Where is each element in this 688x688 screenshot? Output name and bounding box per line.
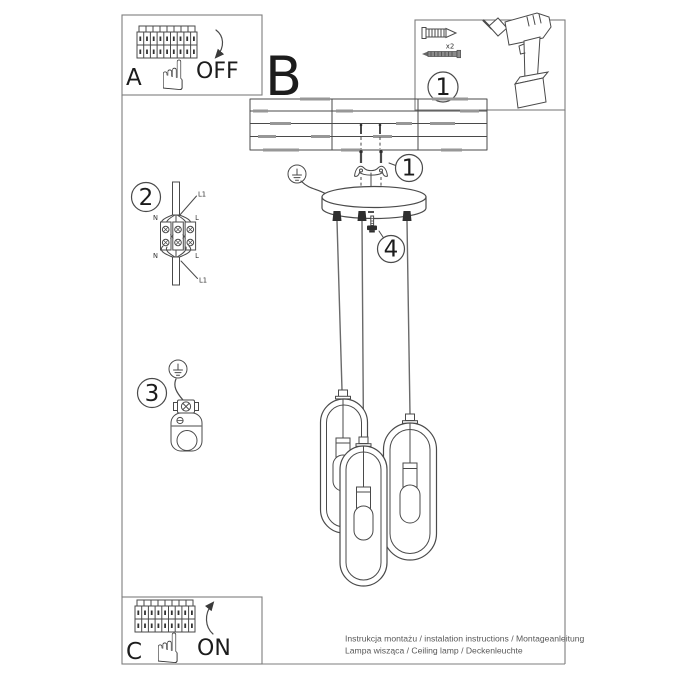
label-n-bottom: N bbox=[153, 252, 158, 260]
pendant-right bbox=[384, 414, 437, 560]
pointing-hand-icon: ☝ bbox=[160, 51, 186, 100]
on-label: ON bbox=[197, 636, 231, 661]
off-label: OFF bbox=[196, 59, 239, 84]
arrow-up-icon bbox=[206, 604, 213, 634]
pendant-middle bbox=[340, 437, 387, 586]
grounding-step bbox=[138, 360, 203, 451]
wiring-step bbox=[132, 182, 208, 285]
terminal-block bbox=[161, 222, 196, 250]
pendant-shades bbox=[321, 390, 437, 586]
bracket-step-number: 1 bbox=[401, 155, 417, 182]
canopy-screw-step bbox=[367, 216, 405, 263]
cable-clamp bbox=[171, 413, 202, 451]
pointing-hand-icon: ☝ bbox=[155, 624, 181, 673]
plug-quantity-label: x2 bbox=[445, 42, 455, 51]
footer bbox=[345, 634, 585, 656]
label-l1-top: L1 bbox=[198, 190, 207, 199]
footer-line2: Lampa wisząca / Ceiling lamp / Deckenleuchte bbox=[345, 645, 523, 656]
footer-line1: Instrukcja montażu / instalation instructions / Montageanleitung bbox=[345, 633, 585, 644]
ground-terminal bbox=[174, 400, 199, 413]
lamp-cable bbox=[173, 257, 180, 285]
earth-symbol-icon bbox=[169, 360, 187, 378]
screw-icon bbox=[422, 50, 461, 57]
power-on-step bbox=[126, 600, 231, 673]
box-a-label: A bbox=[126, 65, 142, 91]
label-l-bottom: L bbox=[195, 252, 199, 260]
wiring-step-number: 2 bbox=[138, 185, 154, 211]
ground-wire bbox=[301, 181, 326, 194]
label-l-top: L bbox=[195, 214, 199, 222]
label-n-top: N bbox=[153, 214, 158, 222]
arrow-down-icon bbox=[216, 30, 223, 56]
wall-plug-icon bbox=[422, 28, 456, 39]
bracket-step-badge bbox=[396, 155, 423, 182]
supply-cable bbox=[173, 182, 180, 215]
tools-step-number: 1 bbox=[435, 73, 451, 101]
power-off-step bbox=[126, 26, 239, 100]
grounding-step-number: 3 bbox=[144, 381, 160, 407]
tools-box bbox=[422, 13, 551, 108]
section-b-label: B bbox=[265, 45, 303, 108]
earth-symbol-icon bbox=[288, 165, 306, 183]
bracket-mounting-step bbox=[355, 124, 423, 191]
drill-icon bbox=[483, 13, 551, 108]
canopy-screw-step-number: 4 bbox=[383, 236, 399, 263]
label-l1-bottom: L1 bbox=[199, 276, 208, 285]
box-c-label: C bbox=[126, 639, 143, 665]
